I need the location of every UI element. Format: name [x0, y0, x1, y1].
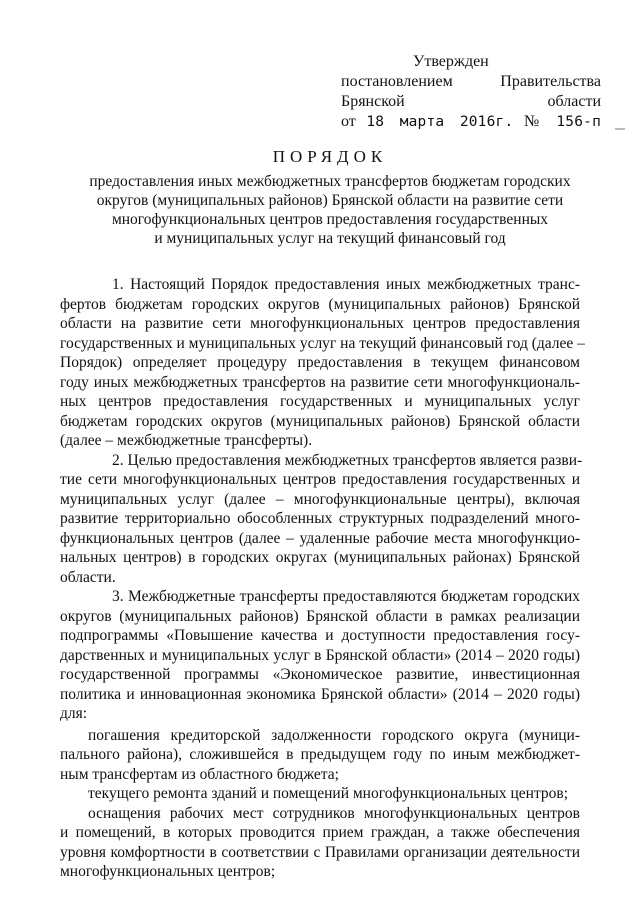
paragraph-line: нальных центров) в городских округах (муниципальных районах) Брянской	[60, 549, 580, 566]
paragraph-line: дарственных и муниципальных услуг в Брянской области» (2014 – 2020 годы)	[60, 646, 580, 664]
approval-line-approved: Утвержден	[413, 53, 489, 70]
approval-number: 156-п	[556, 114, 602, 130]
paragraph-line: многофункциональных центров;	[60, 863, 276, 880]
paragraph-line: 2. Целью предоставления межбюджетных трансфертов является разви-	[112, 451, 583, 469]
approval-line-resolution: постановлением Правительства	[341, 73, 601, 90]
document-subtitle	[60, 172, 600, 248]
paragraph-line: и помещений, в которых проводится прием граждан, а также обеспечения	[60, 824, 580, 841]
paragraph-line: области.	[60, 568, 116, 586]
paragraph-line: области на развитие сети многофункциональных центров предоставления	[60, 315, 580, 332]
approval-line-date-number	[341, 112, 601, 132]
subtitle-line: округов (муниципальных районов) Брянской области на развитие сети	[96, 192, 564, 209]
paragraph-line: бюджетам городских округов (муниципальных районов) Брянской области	[60, 412, 580, 430]
subtitle-line: предоставления иных межбюджетных трансфертов бюджетам городских	[89, 173, 571, 190]
paragraph-6	[60, 804, 580, 882]
paragraph-4	[60, 726, 580, 785]
paragraph-line: 1. Настоящий Порядок предоставления иных межбюджетных транс-	[112, 276, 580, 293]
paragraph-line: оснащения рабочих мест сотрудников многофункциональных центров	[88, 804, 580, 822]
approval-block	[341, 52, 601, 132]
paragraph-line: текущего ремонта зданий и помещений многофункциональных центров;	[88, 785, 569, 802]
subtitle-line: и муниципальных услуг на текущий финансовый год	[154, 230, 506, 247]
paragraph-line: государственной программы «Экономическое развитие, инвестиционная	[60, 666, 580, 683]
paragraph-line: государственных и муниципальных услуг на текущий финансовый год (далее –	[60, 334, 585, 352]
paragraph-line: погашения кредиторской задолженности городского округа (муници-	[88, 726, 580, 744]
paragraph-line: тие сети многофункциональных центров предоставления государственных и	[60, 471, 580, 488]
paragraph-line: фертов бюджетам городских округов (муниципальных районов) Брянской	[60, 295, 580, 313]
paragraph-line: пального района), сложившейся в предыдущем году по иным межбюджет-	[60, 746, 580, 763]
paragraph-line: муниципальных услуг (далее – многофункциональные центры), включая	[60, 490, 580, 508]
paragraph-line: подпрограммы «Повышение качества и доступности предоставления госу-	[60, 627, 580, 644]
paragraph-line: ных центров предоставления государственных и муниципальных услуг	[60, 393, 580, 410]
approval-line-region: Брянской области	[341, 93, 601, 110]
paragraph-1	[60, 275, 585, 451]
paragraph-line: 3. Межбюджетные трансферты предоставляются бюджетам городских	[112, 588, 580, 605]
paragraph-line: ным трансфертам из областного бюджета;	[60, 765, 339, 783]
paragraph-3	[60, 587, 580, 724]
subtitle-line: многофункциональных центров предоставления государственных	[111, 211, 549, 228]
paragraph-5	[60, 784, 580, 804]
title-block	[60, 146, 600, 248]
paragraph-line: округов (муниципальных районов) Брянской области в рамках реализации	[60, 607, 580, 625]
paragraph-line: политика и инновационная экономика Брянской области» (2014 – 2020 годы)	[60, 685, 580, 703]
document-title: ПОРЯДОК	[272, 147, 388, 166]
paragraph-line: функциональных центров (далее – удаленные рабочие места многофункцио-	[60, 529, 580, 547]
paragraph-2	[60, 451, 583, 588]
margin-mark	[615, 128, 625, 130]
paragraph-line: развитие территориально обособленных структурных подразделений много-	[60, 510, 580, 527]
paragraph-line: Порядок) определяет процедуру предоставления в текущем финансовом	[60, 354, 580, 371]
approval-date-prefix: от	[341, 113, 356, 130]
paragraph-line: уровня комфортности в соответствии с Правилами организации деятельности	[60, 843, 580, 861]
document-body	[60, 275, 585, 882]
paragraph-line: для:	[60, 705, 88, 722]
approval-number-sign: №	[523, 113, 546, 130]
approval-date: 18 марта 2016г.	[366, 114, 514, 130]
paragraph-line: (далее – межбюджетные трансферты).	[60, 432, 313, 449]
paragraph-line: году иных межбюджетных трансфертов на развитие сети многофункциональ-	[60, 373, 580, 391]
